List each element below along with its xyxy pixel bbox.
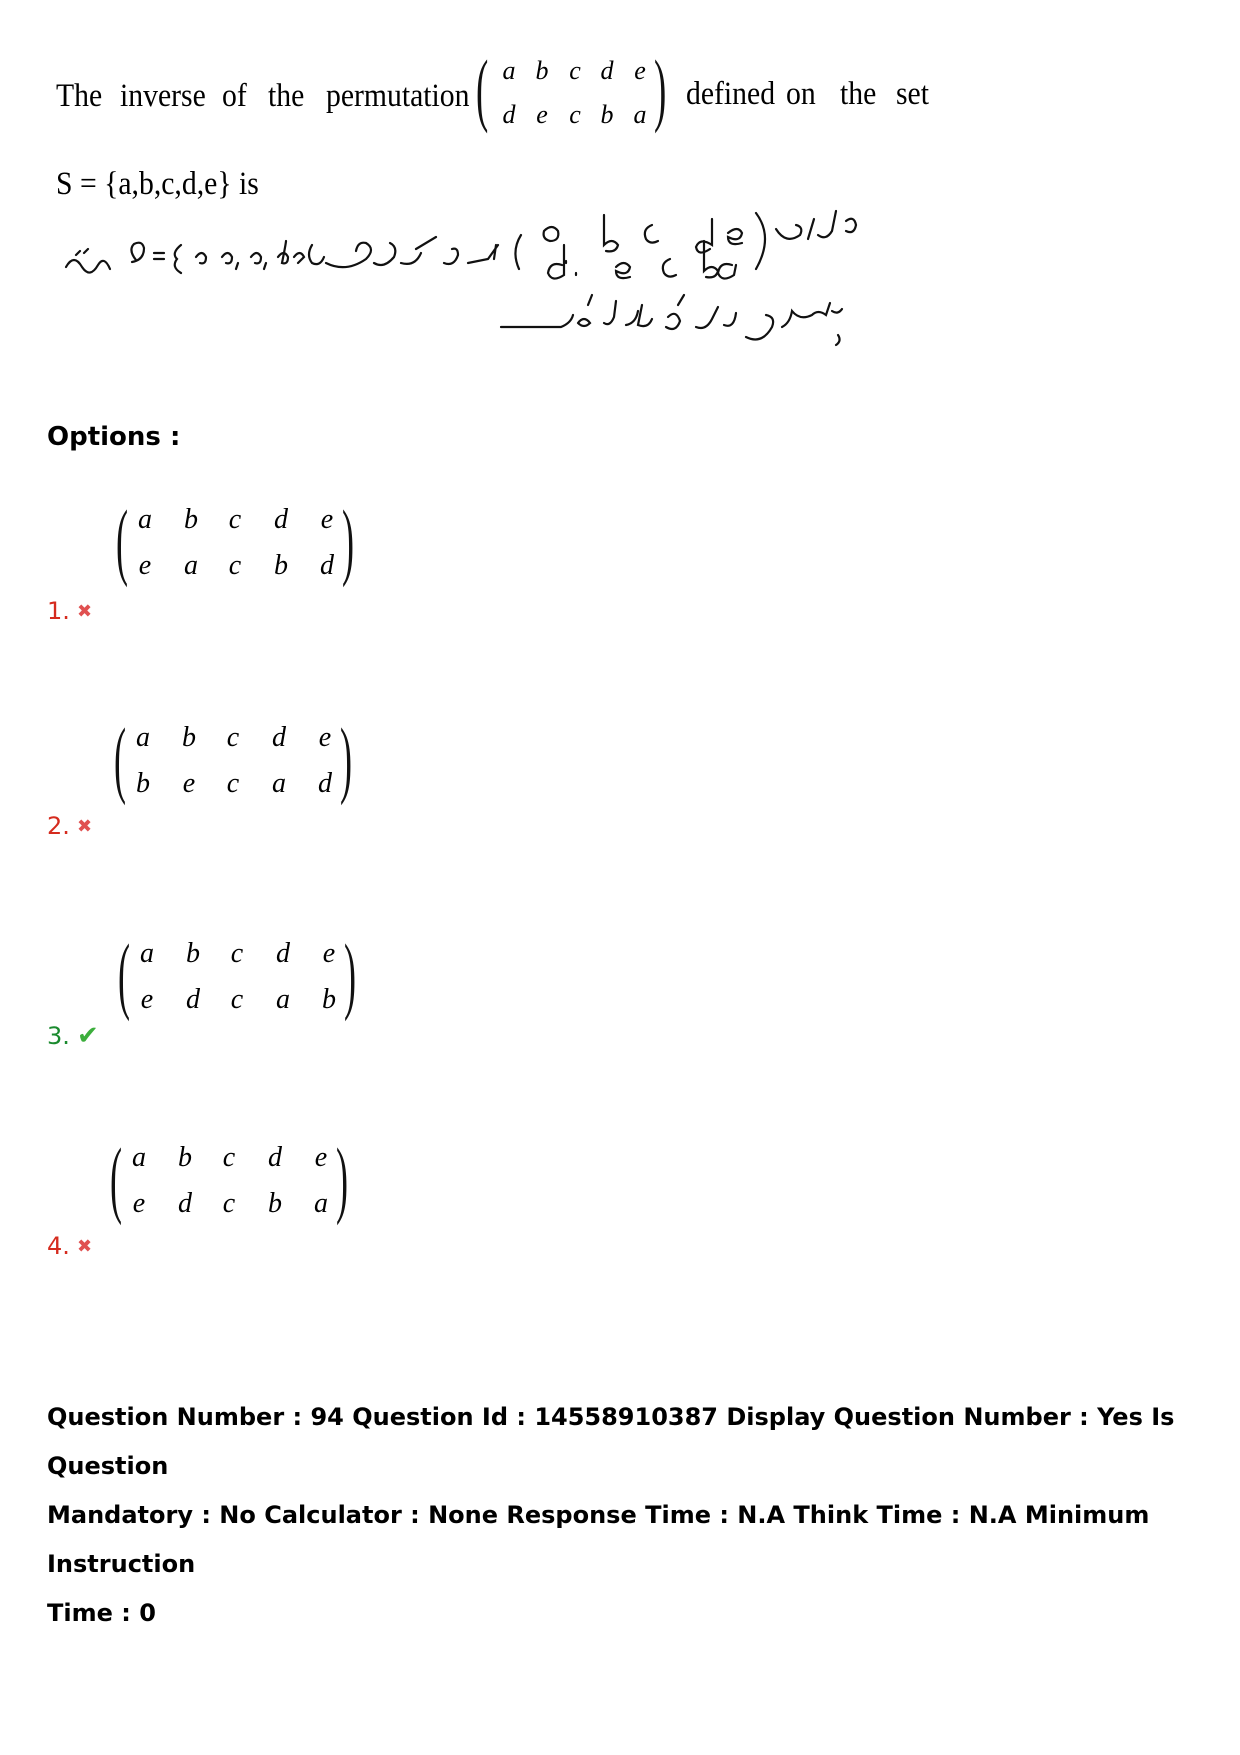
check-icon: ✔ — [77, 1020, 99, 1050]
option-cell: d — [318, 768, 332, 799]
perm-cell: d — [600, 56, 614, 85]
option-cell: d — [274, 504, 288, 535]
option-cell: b — [184, 504, 198, 535]
option-cell: d — [276, 938, 290, 969]
perm-cell: d — [502, 100, 516, 129]
cross-icon: ✖ — [77, 1236, 93, 1256]
option-cell: d — [268, 1142, 282, 1173]
option-cell: b — [136, 768, 150, 799]
cross-icon: ✖ — [77, 601, 93, 621]
left-paren: ( — [116, 492, 129, 588]
option-cell: d — [178, 1188, 192, 1219]
right-paren: ) — [342, 492, 355, 588]
left-paren: ( — [118, 926, 131, 1022]
option-cell: b — [268, 1188, 282, 1219]
question-word: the — [268, 78, 305, 114]
option-matrix — [116, 492, 366, 600]
question-word: the — [840, 76, 877, 112]
option-cell: a — [184, 550, 198, 581]
meta-line: Question Number : 94 Question Id : 14558910387 Display Question Number : Yes Is Question — [47, 1403, 1175, 1480]
question-word: inverse — [120, 78, 206, 114]
perm-cell: c — [569, 100, 581, 129]
option-cell: a — [136, 722, 150, 753]
option-matrix — [118, 926, 368, 1034]
option-matrix — [110, 1130, 360, 1238]
perm-cell: b — [600, 100, 614, 129]
option-cell: b — [182, 722, 196, 753]
option-cell: c — [222, 1188, 236, 1219]
urdu-translation — [56, 205, 916, 395]
question-word: permutation — [326, 78, 470, 114]
option-cell: c — [230, 984, 244, 1015]
option-cell: e — [314, 1142, 328, 1173]
left-paren: ( — [476, 43, 489, 134]
option-cell: c — [226, 722, 240, 753]
option-cell: a — [132, 1142, 146, 1173]
option-cell: b — [186, 938, 200, 969]
right-paren: ) — [654, 43, 667, 134]
option-cell: c — [222, 1142, 236, 1173]
option-number: 1. — [47, 597, 70, 625]
perm-cell: e — [634, 56, 646, 85]
option-cell: d — [272, 722, 286, 753]
perm-cell: c — [569, 56, 581, 85]
option-cell: a — [272, 768, 286, 799]
perm-cell: b — [535, 56, 549, 85]
urdu-handwriting-image — [56, 205, 916, 395]
question-permutation — [476, 43, 716, 148]
cross-icon: ✖ — [77, 816, 93, 836]
option-cell: c — [228, 504, 242, 535]
question-word: set — [896, 76, 930, 112]
option-cell: b — [274, 550, 288, 581]
right-paren: ) — [336, 1130, 349, 1226]
right-paren: ) — [340, 710, 353, 806]
option-cell: a — [140, 938, 154, 969]
left-paren: ( — [110, 1130, 123, 1226]
option-cell: e — [320, 504, 334, 535]
option-matrix — [114, 710, 364, 818]
left-paren: ( — [114, 710, 127, 806]
meta-line: Mandatory : No Calculator : None Response Time : N.A Think Time : N.A Minimum Instruction — [47, 1501, 1150, 1578]
perm-cell: a — [502, 56, 516, 85]
options-label: Options : — [47, 422, 181, 452]
option-cell: c — [230, 938, 244, 969]
question-word: defined — [686, 76, 776, 112]
question-word: of — [222, 78, 247, 114]
question-word: The — [56, 78, 103, 114]
option-number: 4. — [47, 1232, 70, 1260]
question-word: on — [786, 76, 816, 112]
option-number: 2. — [47, 812, 70, 840]
option-cell: a — [314, 1188, 328, 1219]
meta-line: Time : 0 — [47, 1599, 156, 1627]
option-cell: e — [140, 984, 154, 1015]
option-cell: e — [318, 722, 332, 753]
option-cell: d — [186, 984, 200, 1015]
question-set-text: S = {a,b,c,d,e} is — [56, 166, 259, 202]
option-cell: a — [138, 504, 152, 535]
right-paren: ) — [344, 926, 357, 1022]
option-cell: c — [226, 768, 240, 799]
perm-cell: a — [633, 100, 647, 129]
question-text — [56, 43, 956, 148]
option-cell: e — [132, 1188, 146, 1219]
option-cell: e — [322, 938, 336, 969]
option-cell: c — [228, 550, 242, 581]
option-cell: b — [178, 1142, 192, 1173]
option-cell: a — [276, 984, 290, 1015]
option-number: 3. — [47, 1022, 70, 1050]
option-cell: b — [322, 984, 336, 1015]
option-cell: e — [182, 768, 196, 799]
option-cell: e — [138, 550, 152, 581]
perm-cell: e — [536, 100, 548, 129]
question-meta — [47, 1393, 1207, 1638]
option-cell: d — [320, 550, 334, 581]
